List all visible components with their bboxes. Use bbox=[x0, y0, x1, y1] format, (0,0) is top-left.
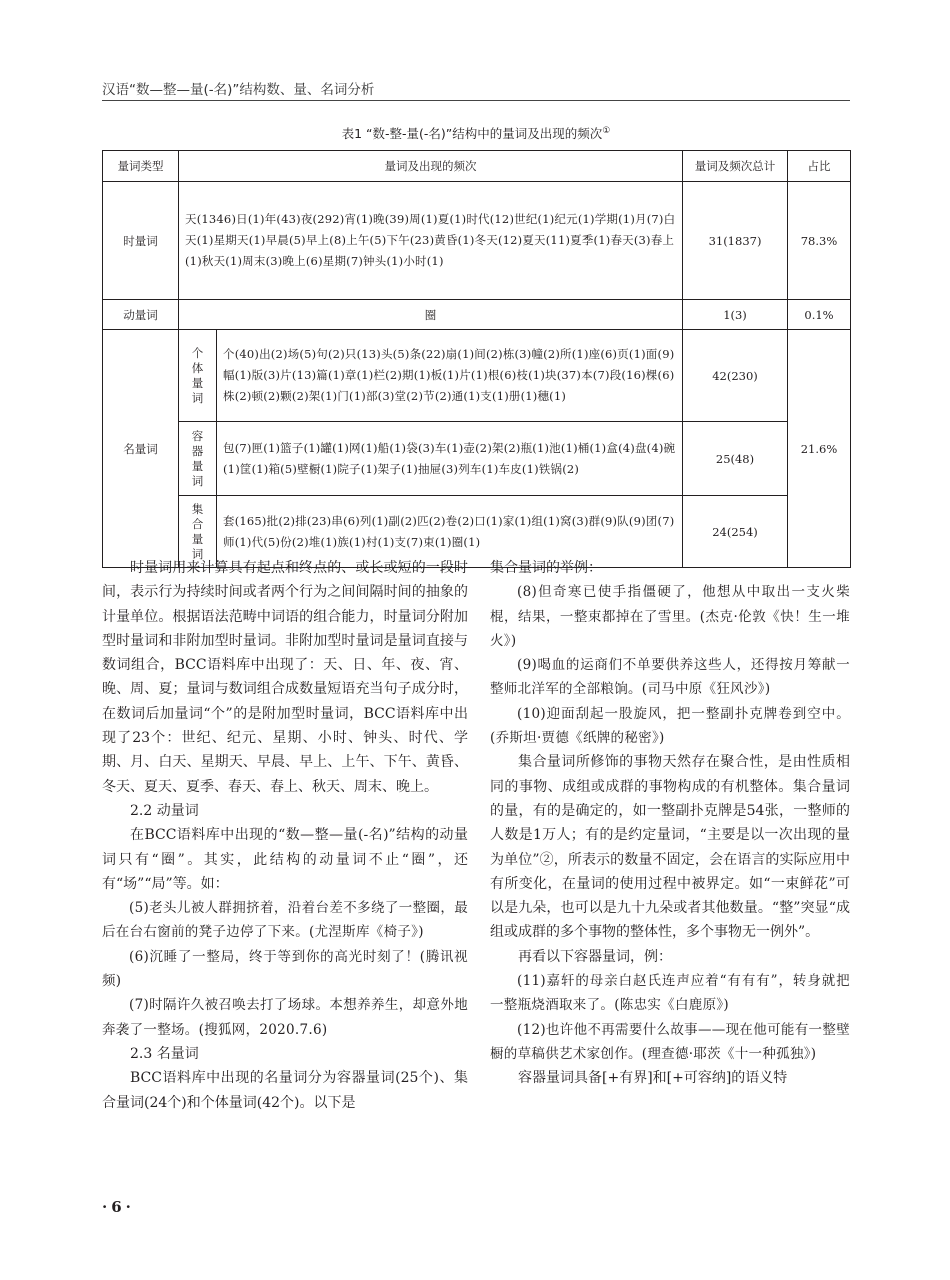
header-cell: 量词类型 bbox=[103, 151, 179, 182]
left-column bbox=[102, 556, 468, 1115]
list-cell: 圈 bbox=[179, 300, 683, 330]
table-row bbox=[103, 300, 851, 330]
subtype-char: 容 bbox=[191, 428, 204, 443]
subtype-char: 个 bbox=[191, 345, 204, 360]
example-sentence: (11)嘉轩的母亲白赵氏连声应着“有有有”，转身就把一整瓶烧酒取来了。(陈忠实《白鹿原》) bbox=[490, 973, 850, 1014]
example-sentence: (12)也许他不再需要什么故事——现在他可能有一整壁橱的草稿供艺术家创作。(理查德·耶茨《十一种孤独》) bbox=[490, 1021, 850, 1062]
list-cell: 包(7)匣(1)篮子(1)罐(1)网(1)船(1)袋(3)车(1)壶(2)架(2)瓶(1)池(1)桶(1)盒(4)盘(4)碗(1)筐(1)箱(5)壁橱(1)院子(1)架子(1)抽屉(3)列车(1)车皮(1)铁锅(2) bbox=[217, 422, 683, 496]
table-caption bbox=[102, 124, 850, 142]
frequency-table bbox=[102, 150, 851, 568]
table-row bbox=[103, 182, 851, 300]
example-sentence: (9)喝血的运商们不单要供养这些人，还得按月筹献一整师北洋军的全部粮饷。(司马中原《狂风沙》) bbox=[490, 657, 850, 698]
subtype-char: 量 bbox=[191, 458, 204, 473]
header-cell: 量词及频次总计 bbox=[683, 151, 788, 182]
paragraph: 集合量词所修饰的事物天然存在聚合性，是由性质相同的事物、成组或成群的事物构成的有机整体。集合量词的量，有的是确定的，如一整副扑克牌是54张，一整师的人数是1万人；有的是约定量词，“主要是以一次出现的量为单位”②，所表示的数量不固定，会在语言的实际应用中有所变化，在量词的使用过程中被界定。如“一束鲜花”可以是九朵，也可以是九十九朵或者其他数量。“整”突显“成组或成群的多个事物的整体性，多个事物无一例外”。 bbox=[490, 754, 850, 941]
footnote-marker: ① bbox=[602, 125, 611, 136]
list-cell: 套(165)批(2)排(23)串(6)列(1)副(2)匹(2)卷(2)口(1)家(1)组(1)窝(3)群(9)队(9)团(7)师(1)代(5)份(2)堆(1)族(1)村(1)支(7)束(1)圈(1) bbox=[217, 496, 683, 568]
page-number: ·6· bbox=[102, 1198, 135, 1216]
subtype-char: 体 bbox=[191, 360, 204, 375]
subtype-cell bbox=[179, 422, 217, 496]
paragraph: 时量词用来计算具有起点和终点的、或长或短的一段时间，表示行为持续时间或者两个行为之间间隔时间的抽象的计量单位。根据语法范畴中词语的组合能力，时量词分附加型时量词和非附加型时量词。非附加型时量词是量词直接与数词组合，BCC语料库中出现了：天、日、年、夜、宵、晚、周、夏；量词与数词组合成数量短语充当句子成分时，在数词后加量词“个”的是附加型时量词，BCC语料库中出现了23个：世纪、纪元、星期、小时、钟头、时代、学期、月、白天、星期天、早晨、早上、上午、下午、黄昏、冬天、夏天、夏季、春天、春上、秋天、周末、晚上。 bbox=[102, 560, 468, 795]
total-cell: 1(3) bbox=[683, 300, 788, 330]
example-sentence: (5)老头儿被人群拥挤着，沿着台差不多绕了一整圈，最后在台右窗前的凳子边停了下来。(尤涅斯库《椅子》) bbox=[102, 900, 468, 941]
total-cell: 42(230) bbox=[683, 330, 788, 422]
right-column bbox=[490, 556, 850, 1091]
total-cell: 24(254) bbox=[683, 496, 788, 568]
example-sentence: (8)但奇寒已使手指僵硬了，他想从中取出一支火柴棍，结果，一整束都掉在了雪里。(杰克·伦敦《快！生一堆火》) bbox=[490, 584, 850, 649]
paragraph: BCC语料库中出现的名量词分为容器量词(25个)、集合量词(24个)和个体量词(42个)。以下是 bbox=[102, 1070, 468, 1111]
section-heading: 2.2 动量词 bbox=[130, 802, 199, 819]
subtype-char: 量 bbox=[191, 375, 204, 390]
subtype-char: 词 bbox=[191, 546, 204, 561]
subtype-char: 词 bbox=[191, 390, 204, 405]
example-sentence: (7)时隔许久被召唤去打了场球。本想养养生，却意外地奔袭了一整场。(搜狐网，2020.7.6) bbox=[102, 997, 468, 1038]
running-head: 汉语“数—整—量(-名)”结构数、量、名词分析 bbox=[102, 82, 375, 98]
table-caption-text: 表1 “数-整-量(-名)”结构中的量词及出现的频次 bbox=[341, 126, 603, 141]
subtype-cell bbox=[179, 330, 217, 422]
subtype-char: 合 bbox=[191, 516, 204, 531]
subtype-char: 量 bbox=[191, 531, 204, 546]
subtype-char: 集 bbox=[191, 501, 204, 516]
subtype-char: 器 bbox=[191, 443, 204, 458]
type-cell: 动量词 bbox=[103, 300, 179, 330]
list-cell: 天(1346)日(1)年(43)夜(292)宵(1)晚(39)周(1)夏(1)时代(12)世纪(1)纪元(1)学期(1)月(7)白天(1)星期天(1)早晨(5)早上(8)上午(5)下午(23)黄昏(1)冬天(12)夏天(11)夏季(1)春天(3)春上(1)秋天(1)周末(3)晚上(6)星期(7)钟头(1)小时(1) bbox=[179, 182, 683, 300]
ratio-cell: 0.1% bbox=[788, 300, 851, 330]
paragraph: 再看以下容器量词，例： bbox=[518, 948, 672, 965]
type-cell: 时量词 bbox=[103, 182, 179, 300]
list-cell: 个(40)出(2)场(5)句(2)只(13)头(5)条(22)扇(1)间(2)栋(3)幢(2)所(1)座(6)页(1)面(9)幅(1)版(3)片(13)篇(1)章(1)栏(2)期(1)板(1)片(1)根(6)枝(1)块(37)本(7)段(16)棵(6)株(2)顿(2)颗(2)架(1)门(1)部(3)堂(2)节(2)通(1)支(1)册(1)穗(1) bbox=[217, 330, 683, 422]
total-cell: 25(48) bbox=[683, 422, 788, 496]
ratio-cell: 21.6% bbox=[788, 330, 851, 568]
example-sentence: (10)迎面刮起一股旋风，把一整副扑克牌卷到空中。(乔斯坦·贾德《纸牌的秘密》) bbox=[490, 705, 850, 747]
section-heading: 2.3 名量词 bbox=[130, 1045, 199, 1062]
example-sentence: (6)沉睡了一整局，终于等到你的高光时刻了！(腾讯视频) bbox=[102, 948, 468, 990]
table-row bbox=[103, 422, 851, 496]
table-row bbox=[103, 330, 851, 422]
paragraph: 集合量词的举例： bbox=[490, 560, 602, 576]
subtype-char: 词 bbox=[191, 473, 204, 488]
header-cell: 占比 bbox=[788, 151, 851, 182]
ratio-cell: 78.3% bbox=[788, 182, 851, 300]
table-header-row bbox=[103, 151, 851, 182]
total-cell: 31(1837) bbox=[683, 182, 788, 300]
header-rule bbox=[102, 100, 850, 101]
type-cell: 名量词 bbox=[103, 330, 179, 568]
paragraph: 容器量词具备[+有界]和[+可容纳]的语义特 bbox=[518, 1070, 788, 1087]
paragraph: 在BCC语料库中出现的“数—整—量(-名)”结构的动量词只有“圈”。其实，此结构的动量词不止“圈”，还有“场”“局”等。如： bbox=[102, 827, 468, 892]
header-cell: 量词及出现的频次 bbox=[179, 151, 683, 182]
